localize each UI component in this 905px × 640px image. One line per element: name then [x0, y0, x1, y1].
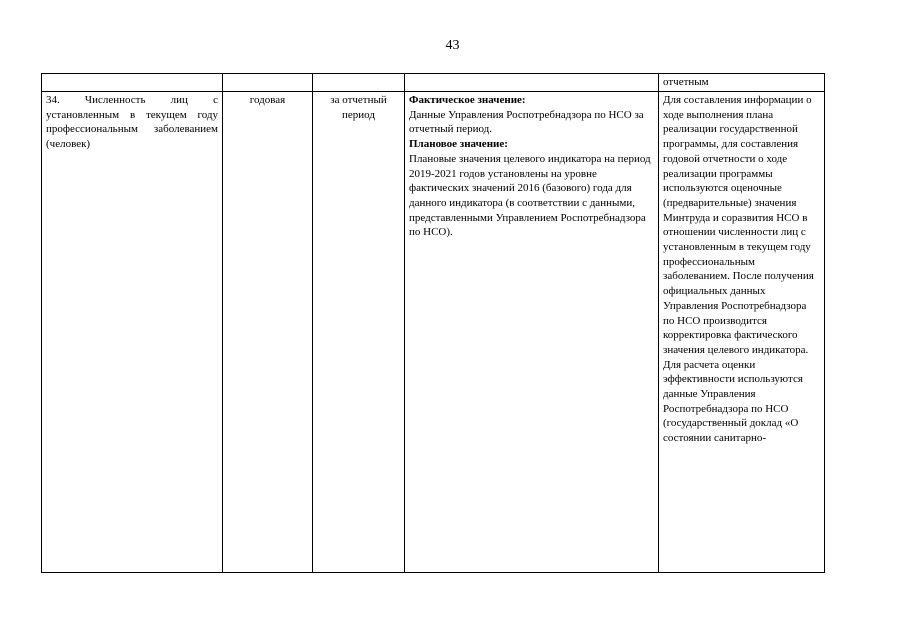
- notes-cell: [659, 92, 825, 573]
- notes-paragraph-2: Для расчета оценки эффективности используются данные Управления Роспотребнадзора по НСО (государственный доклад «О состоянии санитарно-: [663, 358, 803, 445]
- page-number: 43: [445, 38, 460, 53]
- table-cell: [313, 74, 405, 92]
- indicators-table: [41, 73, 825, 573]
- actual-value-heading: Фактическое значение:: [409, 94, 526, 106]
- indicator-name-cell: 34. Численность лиц с установленным в текущем году профессиональным заболеванием (человек): [42, 92, 223, 573]
- table-cell: [42, 74, 223, 92]
- table-cell: отчетным: [659, 74, 825, 92]
- table-row-indicator-34: [42, 92, 825, 573]
- planned-value-heading: Плановое значение:: [409, 138, 508, 151]
- planned-value-text: Плановые значения целевого индикатора на период 2019-2021 годов установлены на уровне фактических значений 2016 (базового) года для данного индикатора (в соответствии с данными, представленными Управлением Роспотребнадзора по НСО).: [409, 152, 651, 239]
- table-cell: [405, 74, 659, 92]
- table-cell: [223, 74, 313, 92]
- notes-paragraph-1: Для составления информации о ходе выполнения плана реализации государственной программы, для составления годовой отчетности о ходе реализации программы используются оценочные (предварительные) значения Минтруда и соразвития НСО в отношении численности лиц с установленным в текущем году профессиональным заболеванием. После получения официальных данных Управления Роспотребнадзора по НСО производится корректировка фактического значения целевого индикатора.: [663, 94, 814, 356]
- method-cell: [405, 92, 659, 573]
- table-row-continuation: [42, 74, 825, 92]
- actual-value-text: Данные Управления Роспотребнадзора по НСО за отчетный период.: [409, 108, 644, 136]
- period-cell: за отчетный период: [313, 92, 405, 573]
- periodicity-cell: годовая: [223, 92, 313, 573]
